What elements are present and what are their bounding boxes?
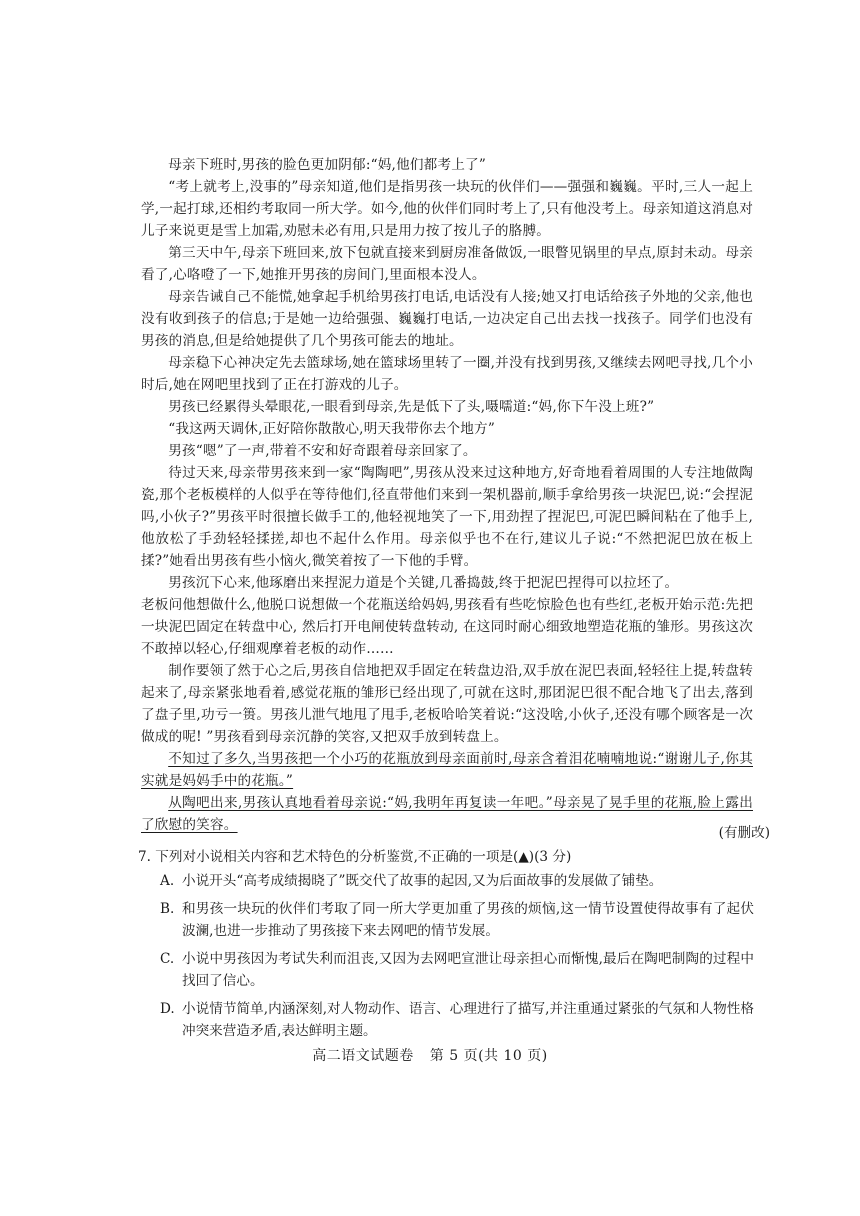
question-7 xyxy=(138,846,754,1048)
option-b xyxy=(138,898,754,942)
story-paragraph: 母亲下班时,男孩的脸色更加阴郁:“妈,他们都考上了” xyxy=(168,157,486,173)
footer-page-number: 第 5 页(共 10 页) xyxy=(429,1048,548,1064)
option-text: 小说中男孩因为考试失利而沮丧,又因为去网吧宣泄让母亲担心而惭愧,最后在陶吧制陶的过程中找回了信心。 xyxy=(182,951,754,989)
underlined-text: 不知过了多久,当男孩把一个小巧的花瓶放到母亲面前时,母亲含着泪花喃喃地说:“谢谢儿子,你其实就是妈妈手中的花瓶。” xyxy=(141,751,753,789)
story-paragraph: 母亲稳下心神决定先去篮球场,她在篮球场里转了一圈,并没有找到男孩,又继续去网吧寻找,几个小时后,她在网吧里找到了正在打游戏的儿子。 xyxy=(141,355,753,393)
question-stem: 7. 下列对小说相关内容和艺术特色的分析鉴赏,不正确的一项是(▲)(3 分) xyxy=(138,849,572,865)
source-note: (有删改) xyxy=(718,825,770,841)
option-d xyxy=(138,998,754,1042)
option-letter: D. xyxy=(160,1001,175,1017)
page-footer xyxy=(0,1045,860,1065)
option-c xyxy=(138,948,754,992)
story-paragraph: 男孩已经累得头晕眼花,一眼看到母亲,先是低下了头,嗫嚅道:“妈,你下午没上班?” xyxy=(168,399,655,415)
story-paragraph: 老板问他想做什么,他脱口说想做一个花瓶送给妈妈,男孩看有些吃惊脸色也有些红,老板开始示范:先把一块泥巴固定在转盘中心, 然后打开电闸使转盘转动, 在这同时耐心细致地塑造花瓶的雏形。男孩这次不敢掉以轻心,仔细观摩着老板的动作…… xyxy=(141,597,753,657)
option-letter: A. xyxy=(160,873,175,889)
story-text xyxy=(141,154,753,836)
option-text: 小说开头“高考成绩揭晓了”既交代了故事的起因,又为后面故事的发展做了铺垫。 xyxy=(182,873,663,889)
story-paragraph: 第三天中午,母亲下班回来,放下包就直接来到厨房准备做饭,一眼瞥见锅里的早点,原封未动。母亲看了,心咯噔了一下,她推开男孩的房间门,里面根本没人。 xyxy=(141,245,753,283)
option-letter: B. xyxy=(160,901,175,917)
story-paragraph: “我这两天调休,正好陪你散散心,明天我带你去个地方” xyxy=(168,421,495,437)
story-paragraph-underlined xyxy=(141,792,753,836)
option-letter: C. xyxy=(160,951,175,967)
option-a xyxy=(138,870,754,892)
footer-title: 高二语文试题卷 xyxy=(312,1048,414,1064)
story-paragraph: 待过天来,母亲带男孩来到一家“陶陶吧”,男孩从没来过这种地方,好奇地看着周围的人专注地做陶瓷,那个老板模样的人似乎在等待他们,径直带他们来到一架机器前,顺手拿给男孩一块泥巴,说:“会捏泥吗,小伙子?”男孩平时很擅长做手工的,他轻视地笑了一下,用劲捏了捏泥巴,可泥巴瞬间粘在了他手上,他放松了手劲轻轻揉搓,却也不起什么作用。母亲似乎也不在行,建议儿子说:“不然把泥巴放在板上揉?”她看出男孩有些小恼火,微笑着按了一下他的手臂。 xyxy=(141,465,753,569)
story-paragraph: “考上就考上,没事的”母亲知道,他们是指男孩一块玩的伙伴们——强强和巍巍。平时,三人一起上学,一起打球,还相约考取同一所大学。如今,他的伙伴们同时考上了,只有他没考上。母亲知道这消息对儿子来说更是雪上加霜,劝慰未必有用,只是用力按了按儿子的胳膊。 xyxy=(141,179,753,239)
story-paragraph: 男孩沉下心来,他琢磨出来捏泥力道是个关键,几番捣鼓,终于把泥巴捏得可以拉坯了。 xyxy=(168,575,679,591)
story-paragraph: 男孩“嗯”了一声,带着不安和好奇跟着母亲回家了。 xyxy=(168,443,477,459)
story-paragraph: 母亲告诫自己不能慌,她拿起手机给男孩打电话,电话没有人接;她又打电话给孩子外地的父亲,他也没有收到孩子的信息;于是她一边给强强、巍巍打电话,一边决定自己出去找一找孩子。同学们也没有男孩的消息,但是给她提供了几个男孩可能去的地址。 xyxy=(141,289,753,349)
story-paragraph: 制作要领了然于心之后,男孩自信地把双手固定在转盘边沿,双手放在泥巴表面,轻轻往上提,转盘转起来了,母亲紧张地看着,感觉花瓶的雏形已经出现了,可就在这时,那团泥巴很不配合地飞了出去,落到了盘子里,功亏一篑。男孩儿泄气地甩了甩手,老板哈哈笑着说:“这没啥,小伙子,还没有哪个顾客是一次做成的呢! ”男孩看到母亲沉静的笑容,又把双手放到转盘上。 xyxy=(141,663,753,745)
underlined-text: 从陶吧出来,男孩认真地看着母亲说:“妈,我明年再复读一年吧。”母亲晃了晃手里的花瓶,脸上露出了欣慰的笑容。 xyxy=(141,795,753,833)
option-text: 和男孩一块玩的伙伴们考取了同一所大学更加重了男孩的烦恼,这一情节设置使得故事有了起伏波澜,也进一步推动了男孩接下来去网吧的情节发展。 xyxy=(182,901,754,939)
story-paragraph-underlined xyxy=(141,748,753,792)
option-text: 小说情节简单,内涵深刻,对人物动作、语言、心理进行了描写,并注重通过紧张的气氛和人物性格冲突来营造矛盾,表达鲜明主题。 xyxy=(182,1001,754,1039)
